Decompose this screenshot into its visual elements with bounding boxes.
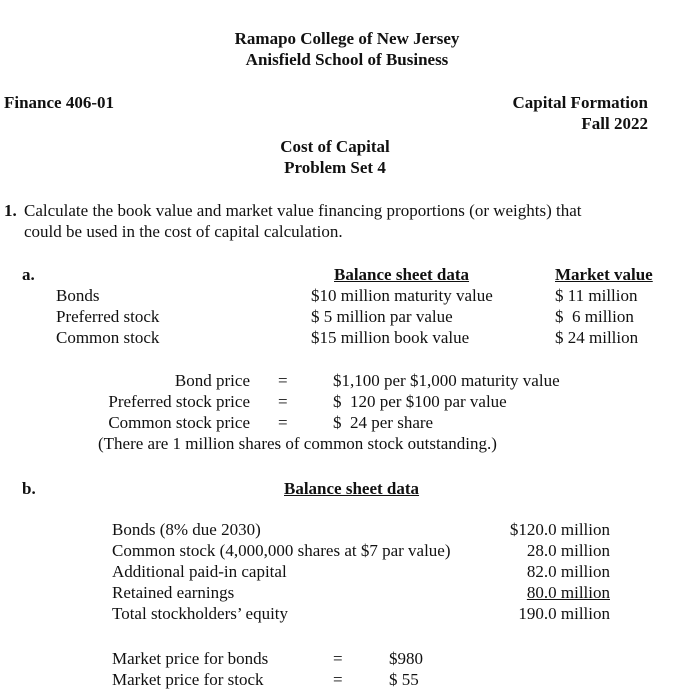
bond-price-label: Bond price bbox=[174, 371, 250, 390]
market-price-stock-label: Market price for stock bbox=[112, 670, 264, 689]
question-text-line2: could be used in the cost of capital calculation. bbox=[24, 222, 343, 241]
part-a-label: a. bbox=[22, 265, 35, 284]
b-row-item-bonds: Bonds (8% due 2030) bbox=[112, 520, 261, 539]
market-price-stock-value: $ 55 bbox=[389, 670, 419, 689]
row-balance-common: $15 million book value bbox=[311, 328, 470, 347]
question-number: 1. bbox=[4, 201, 17, 220]
b-row-item-common: Common stock (4,000,000 shares at $7 par value) bbox=[112, 541, 451, 560]
market-price-stock-eq: = bbox=[333, 670, 343, 689]
term: Fall 2022 bbox=[581, 114, 648, 133]
preferred-price-label: Preferred stock price bbox=[108, 392, 250, 411]
market-value-header: Market value bbox=[555, 265, 653, 284]
row-item-preferred: Preferred stock bbox=[56, 307, 160, 326]
row-item-bonds: Bonds bbox=[56, 286, 100, 305]
school-name: Anisfield School of Business bbox=[245, 50, 449, 69]
row-market-bonds: $ 11 million bbox=[555, 286, 638, 305]
topic-title: Cost of Capital bbox=[280, 137, 390, 156]
bond-price-eq: = bbox=[278, 371, 288, 390]
row-balance-bonds: $10 million maturity value bbox=[311, 286, 493, 305]
b-row-item-total: Total stockholders’ equity bbox=[112, 604, 289, 623]
row-market-preferred: $ 6 million bbox=[555, 307, 634, 326]
market-price-bonds-value: $980 bbox=[389, 649, 423, 668]
b-row-value-total: 190.0 million bbox=[518, 604, 610, 623]
market-price-bonds-eq: = bbox=[333, 649, 343, 668]
b-row-value-apic: 82.0 million bbox=[526, 562, 610, 581]
common-price-eq: = bbox=[278, 413, 288, 432]
part-b-label: b. bbox=[22, 479, 36, 498]
market-price-bonds-label: Market price for bonds bbox=[112, 649, 269, 668]
college-name: Ramapo College of New Jersey bbox=[234, 29, 460, 48]
bond-price-value: $1,100 per $1,000 maturity value bbox=[333, 371, 560, 390]
row-balance-preferred: $ 5 million par value bbox=[311, 307, 453, 326]
row-item-common: Common stock bbox=[56, 328, 160, 347]
b-row-item-retained: Retained earnings bbox=[112, 583, 235, 602]
b-row-value-retained: 80.0 million bbox=[526, 583, 610, 602]
course-title: Capital Formation bbox=[512, 93, 648, 112]
common-price-value: $ 24 per share bbox=[333, 413, 434, 432]
row-market-common: $ 24 million bbox=[555, 328, 639, 347]
preferred-price-value: $ 120 per $100 par value bbox=[333, 392, 507, 411]
shares-note: (There are 1 million shares of common stock outstanding.) bbox=[98, 434, 497, 453]
course-number: Finance 406-01 bbox=[4, 93, 115, 112]
preferred-price-eq: = bbox=[278, 392, 288, 411]
common-price-label: Common stock price bbox=[108, 413, 250, 432]
part-b-balance-header: Balance sheet data bbox=[284, 479, 420, 498]
b-row-item-apic: Additional paid-in capital bbox=[112, 562, 287, 581]
b-row-value-common: 28.0 million bbox=[526, 541, 610, 560]
problem-set-title: Problem Set 4 bbox=[284, 158, 386, 177]
balance-sheet-header: Balance sheet data bbox=[334, 265, 470, 284]
question-text-line1: Calculate the book value and market value financing proportions (or weights) that bbox=[24, 201, 582, 220]
b-row-value-bonds: $120.0 million bbox=[509, 520, 610, 539]
